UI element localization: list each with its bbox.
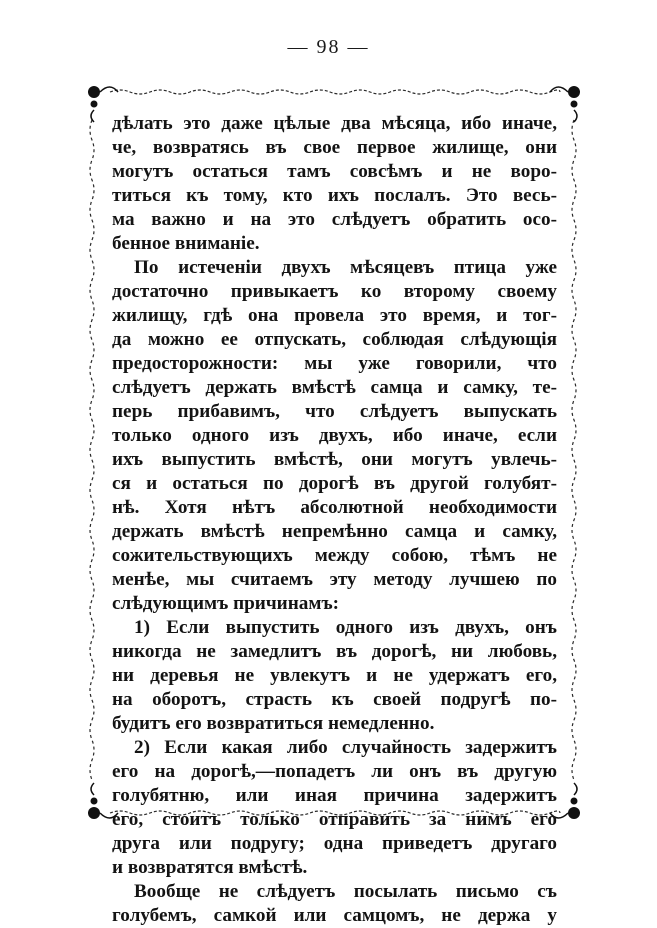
right-border-line [572,120,576,780]
text-line: жилищу, гдѣ она провела это время, и тог- [112,305,557,326]
text-line: достаточно привыкаетъ ко второму своему [112,281,557,302]
text-line: предосторожности: мы уже говорили, что [112,353,557,374]
text-line: Вообще не слѣдуетъ посылать письмо съ [134,881,557,902]
text-line: только одного изъ двухъ, ибо иначе, если [112,425,557,446]
text-line: дѣлать это даже цѣлые два мѣсяца, ибо иначе, [112,113,557,134]
text-line: 2) Если какая либо случайность задержитъ [134,737,557,758]
text-line: титься къ тому, кто ихъ послалъ. Это весь- [112,185,557,206]
text-line: друга или подругу; одна приведетъ другаго [112,833,557,854]
text-line: 1) Если выпустить одного изъ двухъ, онъ [134,617,557,638]
text-line: ма важно и на это слѣдуетъ обратить осо- [112,209,557,230]
text-line: будитъ его возвратиться немедленно. [112,713,435,734]
text-line: ни деревья не увлекутъ и не удержатъ его, [112,665,557,686]
text-line: его на дорогѣ,—попадетъ ли онъ въ другую [112,761,557,782]
text-line: голубемъ, самкой или самцомъ, не держа у [112,905,557,926]
text-line: По истеченіи двухъ мѣсяцевъ птица уже [134,257,557,278]
text-line: на оборотъ, страсть къ своей подругѣ по- [112,689,557,710]
text-line: держать вмѣстѣ непремѣнно самца и самку, [112,521,557,542]
text-line: ихъ выпустить вмѣстѣ, они могутъ увлечь- [112,449,557,470]
page-number: — 98 — [287,36,370,58]
text-line: бенное вниманіе. [112,233,260,254]
text-line: да можно ее отпускать, соблюдая слѣдующія [112,329,557,350]
text-line: слѣдуетъ держать вмѣстѣ самца и самку, те- [112,377,557,398]
top-border-line [110,90,560,94]
text-line: перь прибавимъ, что слѣдуетъ выпускать [112,401,557,422]
body-text [112,112,557,928]
text-line: слѣдующимъ причинамъ: [112,593,340,614]
text-line: голубятню, или иная причина задержитъ [112,785,557,806]
text-line: ся и остаться по дорогѣ въ другой голубят- [112,473,557,494]
text-line: и возвратятся вмѣстѣ. [112,857,308,878]
left-border-line [90,120,94,780]
text-line: нѣ. Хотя нѣтъ абсолютной необходимости [112,497,557,518]
text-line: че, возвратясь въ свое первое жилище, они [112,137,557,158]
text-line: его, стоитъ только отправить за нимъ его [112,809,557,830]
text-line: могутъ остаться тамъ совсѣмъ и не воро- [112,161,557,182]
text-line: менѣе, мы считаемъ эту методу лучшею по [112,569,557,590]
text-line: никогда не замедлитъ въ дорогѣ, ни любовь, [112,641,557,662]
text-line: сожительствующихъ между собою, тѣмъ не [112,545,557,566]
